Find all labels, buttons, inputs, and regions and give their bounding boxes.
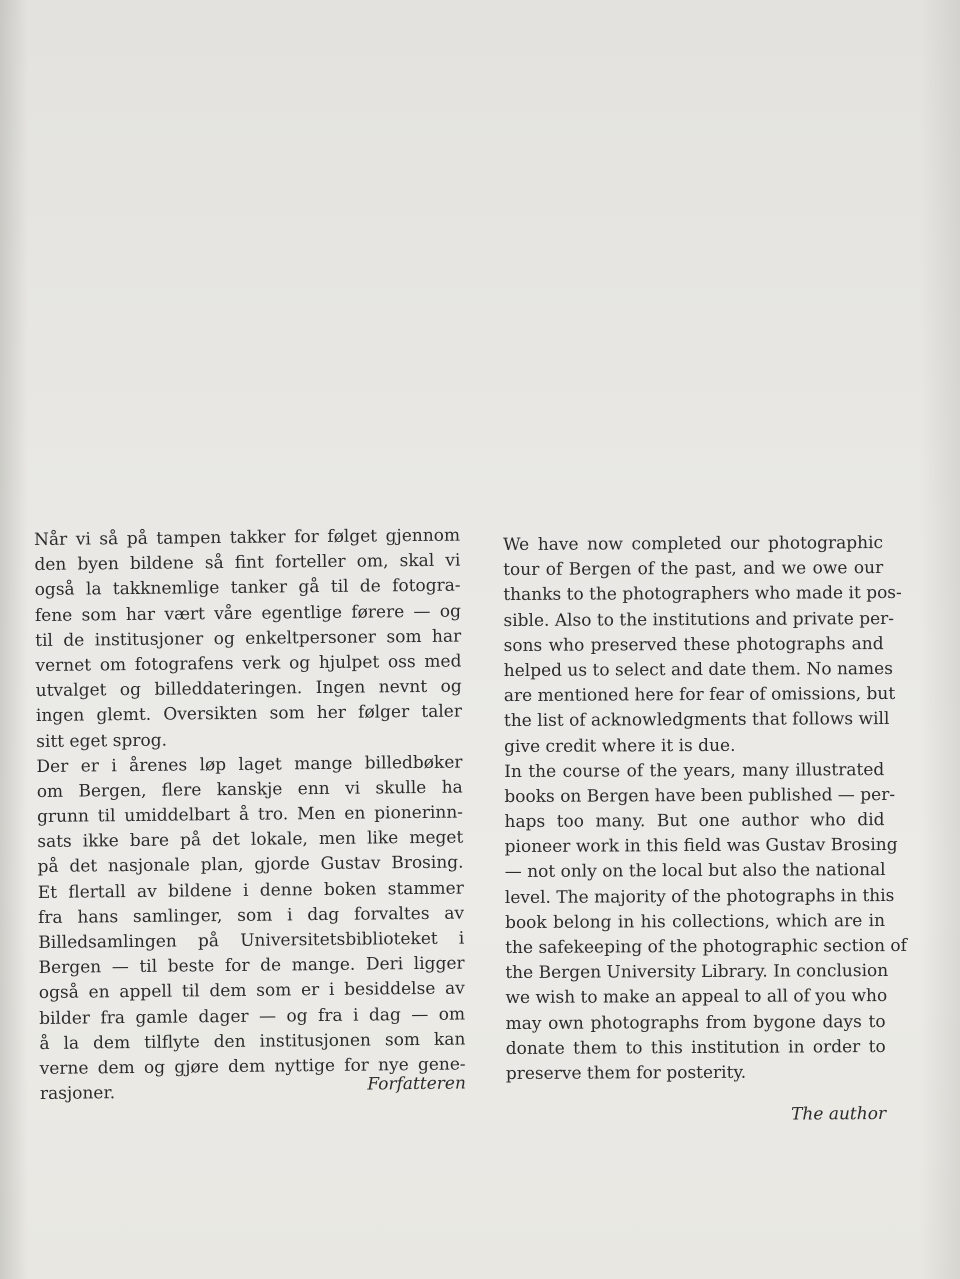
- text-line: book belong in his collections, which are in: [504, 910, 886, 933]
- text-line: haps too many. But one author who did: [504, 810, 885, 833]
- text-line: bilder fra gamle dager — og fra i dag — om: [39, 1004, 466, 1029]
- text-line: Billedsamlingen på Universitetsbiblioteket i: [38, 928, 465, 953]
- text-line: vernet om fotografens verk og hjulpet oss med: [35, 651, 462, 676]
- text-line: are mentioned here for fear of omissions, but: [503, 684, 896, 707]
- text-line: donate them to this institution in order to: [505, 1036, 886, 1059]
- text-line: preserve them for posterity.: [505, 1062, 747, 1084]
- text-line: rasjoner.: [39, 1083, 116, 1105]
- text-line: fene som har vært våre egentlige førere — og: [34, 601, 461, 626]
- text-line: the safekeeping of the photographic section of: [505, 935, 908, 958]
- text-line: sats ikke bare på det lokale, men like meget: [37, 827, 464, 853]
- text-line: til de institusjoner og enkeltpersoner som har: [35, 626, 462, 651]
- text-line: thanks to the photographers who made it pos-: [503, 583, 902, 606]
- text-line: Bergen — til beste for de mange. Deri ligger: [38, 953, 465, 979]
- page-gutter-shadow: [0, 0, 28, 1279]
- text-line: Når vi så på tampen takker for følget gjennom: [34, 525, 461, 550]
- text-line: may own photographs from bygone days to: [505, 1011, 886, 1034]
- text-line: ingen glemt. Oversikten som her følger taler: [35, 701, 463, 727]
- text-line: We have now completed our photographic: [503, 533, 884, 555]
- text-line: utvalget og billeddateringen. Ingen nevnt og: [35, 676, 462, 702]
- text-line: Der er i årenes løp laget mange billedbøker: [36, 752, 463, 777]
- page-edge-shadow: [920, 0, 960, 1279]
- norwegian-text-column: [34, 524, 466, 1108]
- text-line: også la takknemlige tanker gå til de fotogra-: [34, 575, 461, 601]
- text-line: å la dem tilflyte den institusjonen som kan: [39, 1029, 466, 1054]
- signature-the-author: The author: [791, 1104, 887, 1125]
- text-line: we wish to make an appeal to all of you who: [505, 986, 888, 1009]
- text-line: give credit where it is due.: [504, 735, 736, 757]
- text-line: Et flertall av bildene i denne boken stammer: [37, 878, 464, 903]
- text-line: også en appell til dem som er i besiddelse av: [38, 978, 465, 1004]
- text-line: den byen bildene så fint forteller om, skal vi: [34, 550, 461, 576]
- english-text-column: [503, 531, 908, 1129]
- text-line: — not only on the local but also the national: [504, 860, 886, 883]
- text-line: the Bergen University Library. In conclusion: [505, 961, 889, 984]
- signature-forfatteren: Forfatteren: [367, 1073, 466, 1095]
- text-line: the list of acknowledgments that follows will: [503, 709, 890, 732]
- text-line: tour of Bergen of the past, and we owe our: [503, 558, 884, 581]
- text-line: sitt eget sprog.: [36, 730, 168, 752]
- text-line: fra hans samlinger, som i dag forvaltes av: [37, 903, 465, 928]
- text-line: verne dem og gjøre dem nyttige for nye gene-: [39, 1054, 466, 1079]
- text-line: In the course of the years, many illustrated: [504, 759, 885, 782]
- text-line: pioneer work in this field was Gustav Brosing: [504, 835, 898, 858]
- text-line: books on Bergen have been published — per-: [504, 784, 896, 807]
- text-line: level. The majority of the photographs in this: [504, 885, 895, 908]
- text-line: sons who preserved these photographs and: [503, 633, 884, 656]
- text-line: om Bergen, flere kanskje enn vi skulle ha: [36, 777, 463, 802]
- text-line: grunn til umiddelbart å tro. Men en pionerinn-: [36, 802, 464, 828]
- text-line: helped us to select and date them. No names: [503, 658, 893, 681]
- text-line: sible. Also to the institutions and private per-: [503, 608, 895, 631]
- text-line: på det nasjonale plan, gjorde Gustav Brosing.: [37, 852, 464, 878]
- closing-row: [39, 1073, 466, 1108]
